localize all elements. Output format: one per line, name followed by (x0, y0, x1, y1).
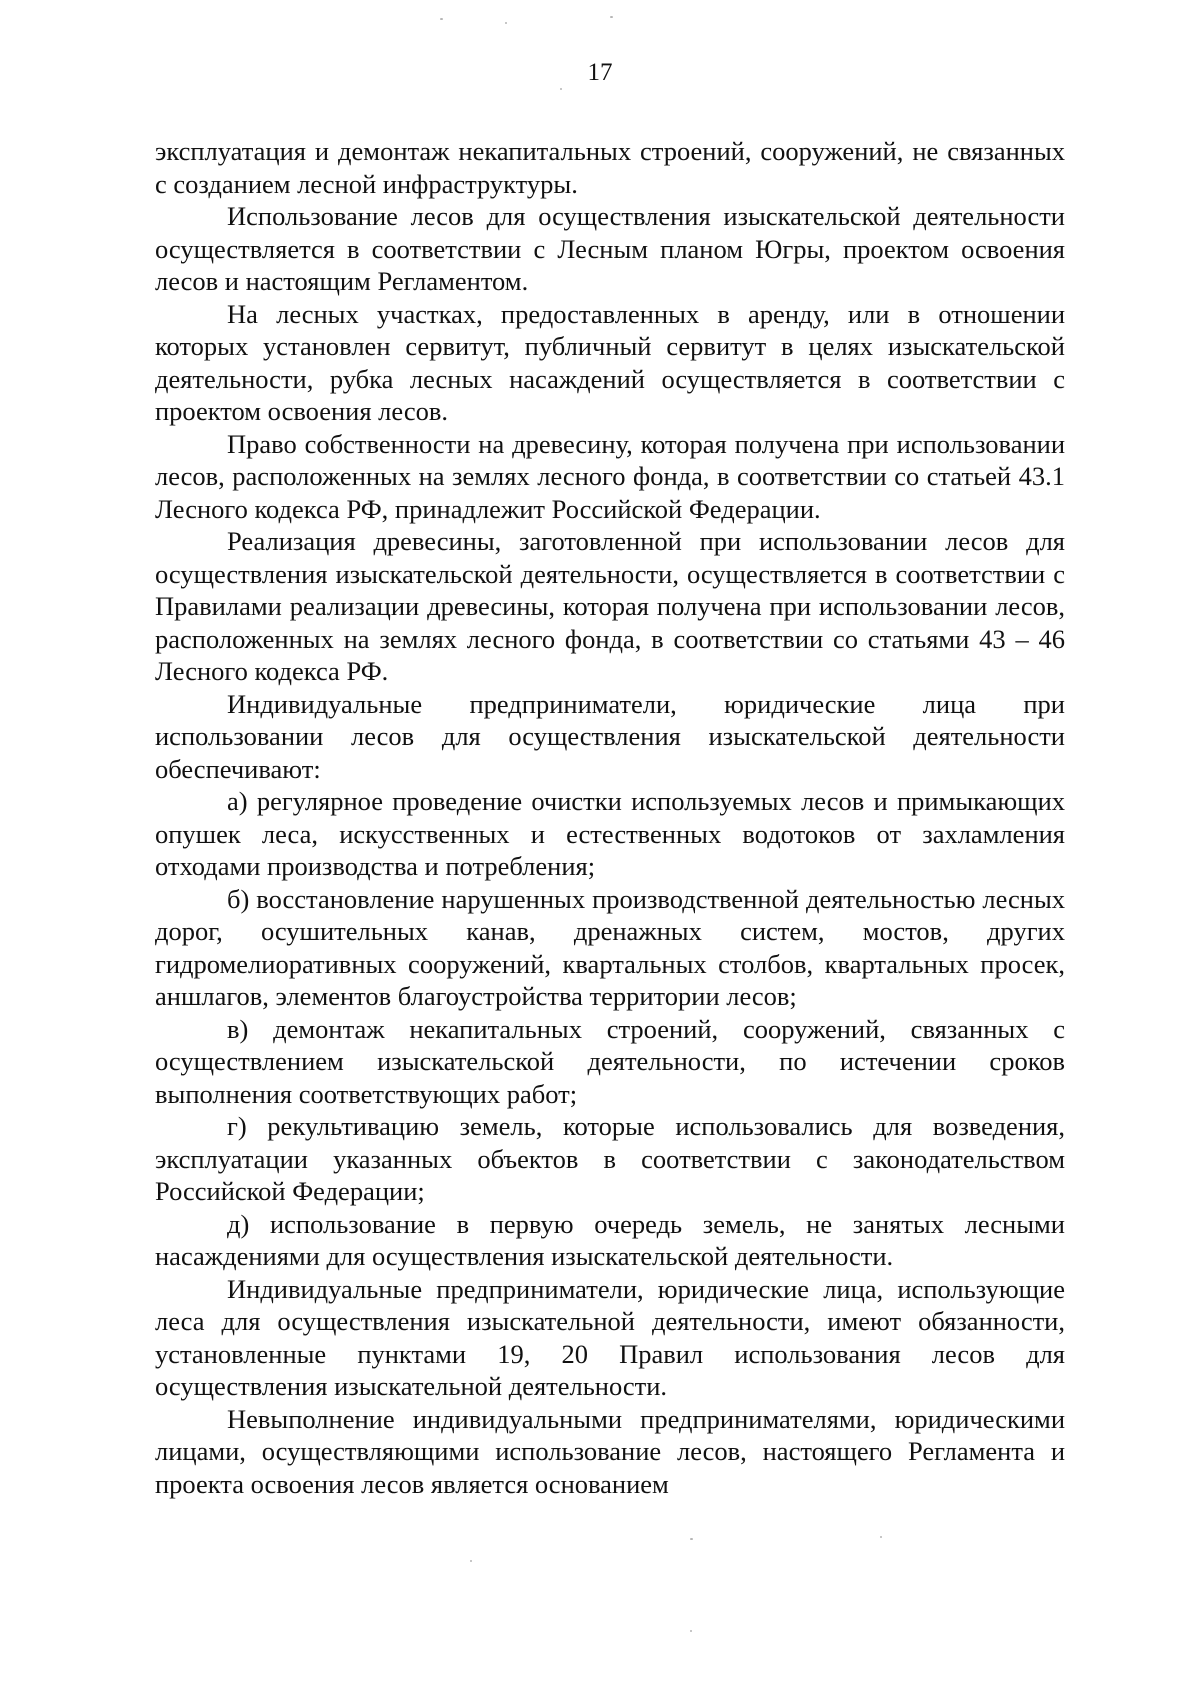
list-item-g: г) рекультивацию земель, которые использовались для возведения, эксплуатации указанных объектов в соответствии с законодательством Российской Федерации; (155, 1111, 1065, 1206)
scan-speck (610, 16, 613, 18)
paragraph: Право собственности на древесину, которая получена при использовании лесов, расположенных на землях лесного фонда, в соответствии со статьей 43.1 Лесного кодекса РФ, принадлежит Российской Федерации. (155, 428, 1065, 524)
scan-speck (560, 88, 562, 90)
list-item-a: а) регулярное проведение очистки используемых лесов и примыкающих опушек леса, искусственных и естественных водотоков от захламления отходами производства и потребления; (155, 786, 1065, 881)
paragraph: эксплуатация и демонтаж некапитальных строений, сооружений, не связанных с созданием лесной инфраструктуры. (155, 136, 1065, 199)
scan-speck (505, 22, 507, 24)
scan-speck (690, 1630, 692, 1632)
list-item-b: б) восстановление нарушенных производственной деятельностью лесных дорог, осушительных канав, дренажных систем, мостов, других гидромелиоративных сооружений, квартальных столбов, квартальных просек, аншлагов, элементов благоустройства территории лесов; (155, 883, 1065, 1011)
paragraph: Невыполнение индивидуальными предпринимателями, юридическими лицами, осуществляющими использование лесов, настоящего Регламента и проекта освоения лесов является основанием (155, 1403, 1065, 1499)
page-number: 17 (587, 59, 613, 86)
scan-speck (690, 1538, 693, 1540)
paragraph: Индивидуальные предприниматели, юридические лица, использующие леса для осуществления изыскательной деятельности, имеют обязанности, установленные пунктами 19, 20 Правил использования лесов для осуществления изыскательной деятельности. (155, 1273, 1065, 1401)
list-item-d: д) использование в первую очередь земель, не занятых лесными насаждениями для осуществления изыскательской деятельности. (155, 1208, 1065, 1271)
paragraph: На лесных участках, предоставленных в аренду, или в отношении которых установлен сервитут, публичный сервитут в целях изыскательской деятельности, рубка лесных насаждений осуществляется в соответствии с проектом освоения лесов. (155, 298, 1065, 426)
paragraph: Реализация древесины, заготовленной при использовании лесов для осуществления изыскательской деятельности, осуществляется в соответствии с Правилами реализации древесины, которая получена при использовании лесов, расположенных на землях лесного фонда, в соответствии со статьями 43 – 46 Лесного кодекса РФ. (155, 526, 1065, 686)
scan-speck (880, 1536, 882, 1538)
document-body (155, 135, 1065, 1500)
scan-speck (470, 1560, 472, 1562)
list-item-v: в) демонтаж некапитальных строений, сооружений, связанных с осуществлением изыскательской деятельности, по истечении сроков выполнения соответствующих работ; (155, 1013, 1065, 1109)
paragraph: Использование лесов для осуществления изыскательской деятельности осуществляется в соответствии с Лесным планом Югры, проектом освоения лесов и настоящим Регламентом. (155, 201, 1065, 296)
paragraph: Индивидуальные предприниматели, юридические лица при использовании лесов для осуществления изыскательской деятельности обеспечивают: (155, 688, 1065, 784)
scan-speck (440, 18, 443, 20)
